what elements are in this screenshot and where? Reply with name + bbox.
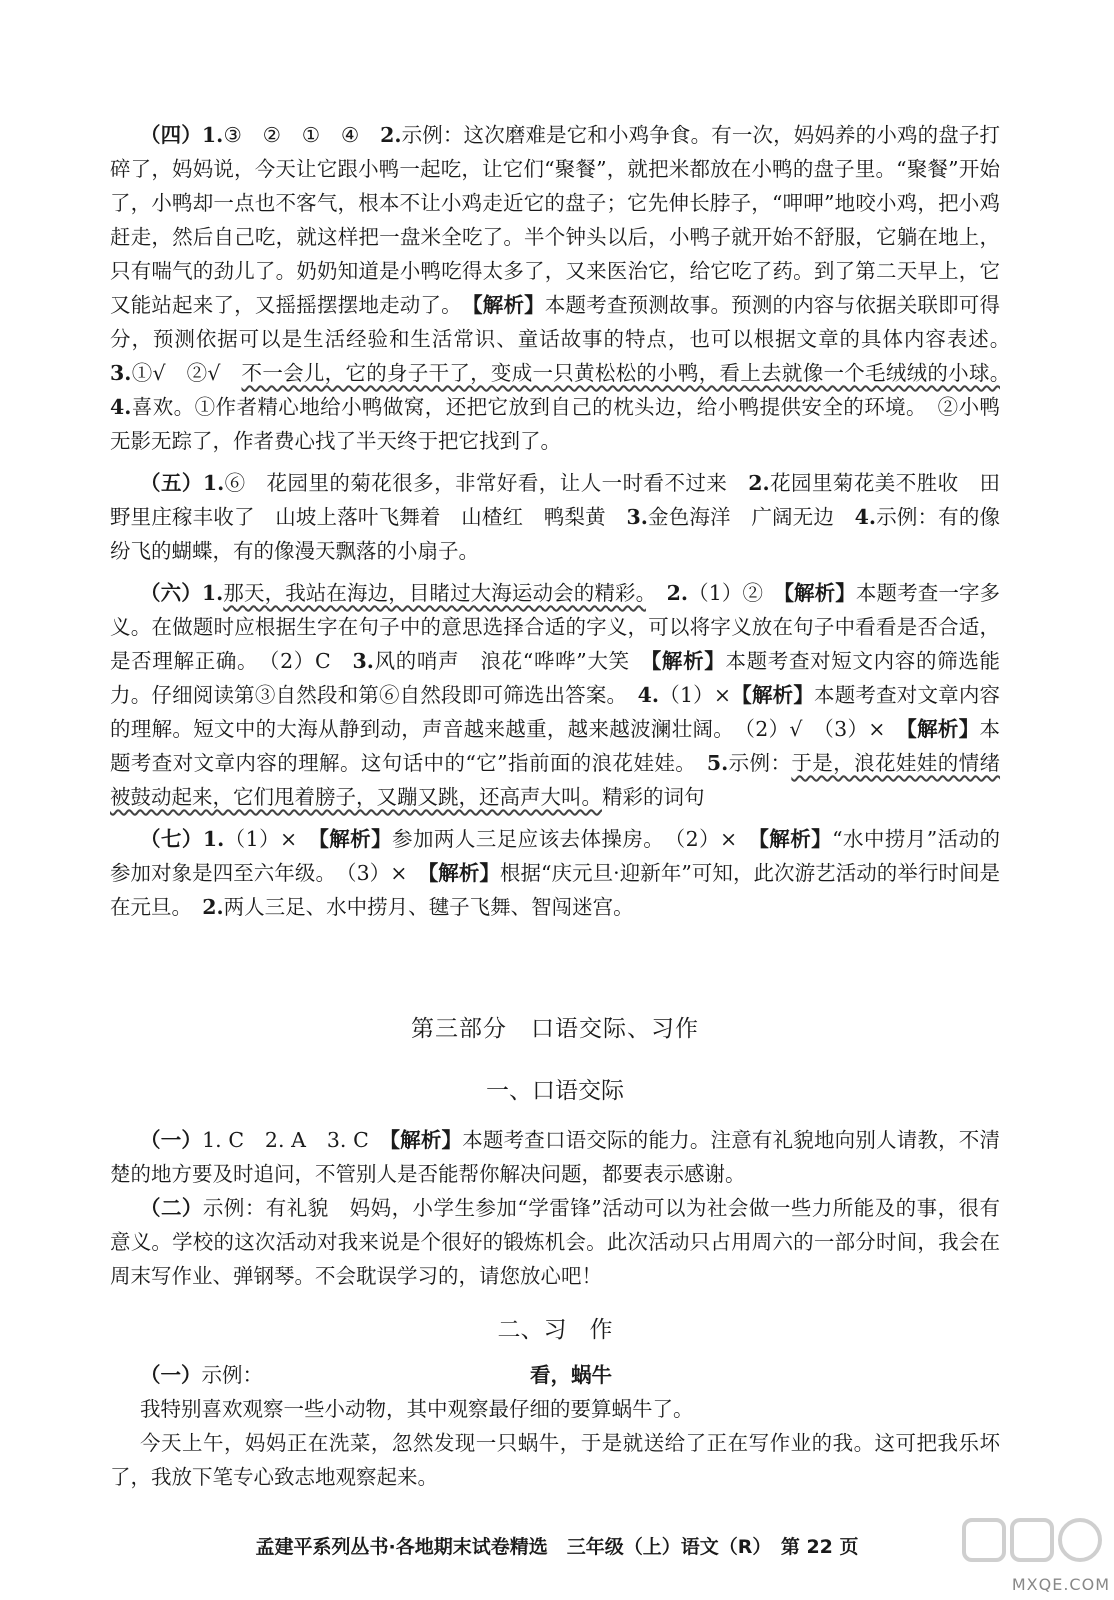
section-5 bbox=[110, 466, 1000, 568]
analysis-text: “水中捞月”活动的参加对象是四至六年级。 bbox=[110, 827, 1001, 885]
underlined-answer: 不一会儿，它的身子干了，变成一只黄松松的小鸭，看上去就像一个毛绒绒的小球。 bbox=[241, 361, 1000, 385]
oral-q1 bbox=[110, 1123, 1000, 1191]
answer-text: （1）× bbox=[224, 827, 319, 851]
answer-text: 花园里菊花美不胜收 田野里庄稼丰收了 山坡上落叶飞舞着 山楂红 鸭梨黄 bbox=[110, 471, 1001, 529]
section-label: （一） bbox=[140, 1128, 203, 1152]
section-label: （七） bbox=[140, 827, 203, 851]
watermark-text: MXQE.COM bbox=[1011, 1575, 1110, 1594]
analysis-tag: 【解析】 bbox=[472, 293, 545, 317]
analysis-text: 本题考查一字多义。在做题时应根据生字在句子中的意思选择合适的字义，可以将字义放在句子中看看是否合适，是否理解正确。 bbox=[110, 581, 1001, 673]
question-number: 4. bbox=[854, 505, 877, 529]
question-number: 2. bbox=[748, 471, 770, 495]
section-label: （六） bbox=[140, 581, 202, 605]
underlined-answer: 那天，我站在海边，目睹过大海运动会的精彩。 bbox=[223, 581, 646, 605]
part-heading: 第三部分 口语交际、习作 bbox=[411, 1016, 699, 1042]
section-label: （二） bbox=[140, 1196, 203, 1220]
answer-text: （2）√ （3）× bbox=[723, 717, 907, 741]
essay-title: 看，蜗牛 bbox=[530, 1363, 612, 1387]
writing-heading: 二、习 作 bbox=[497, 1317, 613, 1343]
content-area bbox=[110, 118, 1000, 932]
analysis-text: 根据“庆元旦·迎新年”可知，此次游艺活动的举行时间是在元旦。 bbox=[110, 861, 1001, 919]
answer-text: （3）× bbox=[325, 861, 428, 885]
answer-text: ③ ② ① ④ bbox=[223, 123, 360, 147]
answer-text: ⑥ 花园里的菊花很多，非常好看，让人一时看不过来 bbox=[224, 471, 749, 495]
underlined-answer: 于是，浪花娃娃的情绪被鼓动起来，它们甩着膀子，又蹦又跳，还高声大叫。 bbox=[110, 751, 1001, 809]
question-number: 4. bbox=[637, 683, 660, 707]
section-7 bbox=[110, 822, 1000, 924]
analysis-text: 本题考查对短文内容的筛选能力。仔细阅读第③自然段和第⑥自然段即可筛选出答案。 bbox=[110, 649, 1001, 707]
question-number: 2. bbox=[202, 895, 224, 919]
section-6 bbox=[110, 576, 1000, 814]
analysis-tag: 【解析】 bbox=[318, 827, 393, 851]
answer-text: 1. C 2. A 3. C bbox=[202, 1128, 390, 1152]
answer-text: 喜欢。①作者精心地给小鸭做窝，还把它放到自己的枕头边，给小鸭提供安全的环境。 ②小鸭无影无踪了，作者费心找了半天终于把它找到了。 bbox=[110, 395, 1000, 453]
analysis-tag: 【解析】 bbox=[389, 1128, 463, 1152]
question-number: 1. bbox=[202, 471, 225, 495]
essay-paragraph: 我特别喜欢观察一些小动物，其中观察最仔细的要算蜗牛了。 bbox=[140, 1397, 694, 1421]
answer-text: 示例：有礼貌 妈妈，小学生参加“学雷锋”活动可以为社会做一些力所能及的事，很有意义。学校的这次活动对我来说是个很好的锻炼机会。此次活动只占用周六的一部分时间，我会在周末写作业、弹钢琴。不会耽误学习的，请您放心吧！ bbox=[110, 1196, 1001, 1288]
page-footer: 孟建平系列丛书·各地期末试卷精选 三年级（上）语文（R） 第 22 页 bbox=[255, 1536, 859, 1558]
writing-example-line bbox=[110, 1358, 1000, 1392]
analysis-text: 本题考查口语交际的能力。注意有礼貌地向别人请教，不清楚的地方要及时追问，不管别人是否能帮你解决问题，都要表示感谢。 bbox=[110, 1128, 1001, 1186]
analysis-tag: 【解析】 bbox=[650, 649, 726, 673]
answer-text: 两人三足、水中捞月、毽子飞舞、智闯迷宫。 bbox=[223, 895, 634, 919]
answer-text: 示例： bbox=[728, 751, 792, 775]
writing-content bbox=[110, 1358, 1000, 1494]
answer-text: （1）× bbox=[659, 683, 732, 707]
section-4 bbox=[110, 118, 1000, 458]
answer-text: 风的哨声 浪花“哗哗”大笑 bbox=[373, 649, 651, 673]
answer-text: 精彩的词句 bbox=[602, 785, 705, 809]
oral-content bbox=[110, 1123, 1000, 1293]
answer-text: 示例：这次磨难是它和小鸡争食。有一次，妈妈养的小鸡的盘子打碎了，妈妈说，今天让它跟小鸭一起吃，让它们“聚餐”，就把米都放在小鸭的盘子里。“聚餐”开始了，小鸭却一点也不客气，根本不让小鸡走近它的盘子；它先伸长脖子，“呷呷”地咬小鸡，把小鸡赶走，然后自己吃，就这样把一盘米全吃了。半个钟头以后，小鸭子就开始不舒服，它躺在地上，只有喘气的劲儿了。奶奶知道是小鸭吃得太多了，又来医治它，给它吃了药。到了第二天早上，它又能站起来了，又摇摇摆摆地走动了。 bbox=[110, 123, 1001, 317]
section-label: （一） bbox=[140, 1363, 202, 1387]
analysis-text: 本题考查对文章内容的理解。短文中的大海从静到动，声音越来越重，越来越波澜壮阔。 bbox=[110, 683, 1001, 741]
question-number: 4. bbox=[110, 395, 132, 419]
analysis-tag: 【解析】 bbox=[731, 683, 815, 707]
answer-text: （2）× bbox=[653, 827, 759, 851]
oral-heading: 一、口语交际 bbox=[486, 1078, 624, 1104]
answer-text: 金色海洋 广阔无边 bbox=[647, 505, 855, 529]
question-number: 3. bbox=[626, 505, 648, 529]
answer-text: 示例：有的像纷飞的蝴蝶，有的像漫天飘落的小扇子。 bbox=[110, 505, 1001, 563]
answer-text: （1）② bbox=[687, 581, 784, 605]
essay-paragraph: 今天上午，妈妈正在洗菜，忽然发现一只蜗牛，于是就送给了正在写作业的我。这可把我乐坏了，我放下笔专心致志地观察起来。 bbox=[110, 1431, 1000, 1489]
analysis-text: 本题考查预测故事。预测的内容与依据关联即可得分，预测依据可以是生活经验和生活常识、童话故事的特点，也可以根据文章的具体内容表述。 bbox=[110, 293, 1001, 351]
question-number: 3. bbox=[352, 649, 374, 673]
question-number: 1. bbox=[202, 827, 225, 851]
analysis-text: 参加两人三足应该去体操房。 bbox=[392, 827, 654, 851]
analysis-text: 本题考查对文章内容的理解。这句话中的“它”指前面的浪花娃娃。 bbox=[110, 717, 1001, 775]
oral-q2 bbox=[110, 1191, 1000, 1293]
analysis-tag: 【解析】 bbox=[783, 581, 856, 605]
question-number: 5. bbox=[706, 751, 729, 775]
question-number: 3. bbox=[110, 361, 132, 385]
analysis-tag: 【解析】 bbox=[427, 861, 500, 885]
answer-text: 示例： bbox=[201, 1363, 263, 1387]
analysis-tag: 【解析】 bbox=[906, 717, 980, 741]
question-number: 1. bbox=[201, 123, 224, 147]
analysis-tag: 【解析】 bbox=[758, 827, 833, 851]
question-number: 2. bbox=[666, 581, 688, 605]
section-label: （四） bbox=[140, 123, 202, 147]
question-number: 1. bbox=[201, 581, 224, 605]
answer-text: ①√ ②√ bbox=[131, 361, 242, 385]
section-label: （五） bbox=[140, 471, 203, 495]
question-number: 2. bbox=[380, 123, 402, 147]
answer-text: （2）C bbox=[247, 649, 353, 673]
